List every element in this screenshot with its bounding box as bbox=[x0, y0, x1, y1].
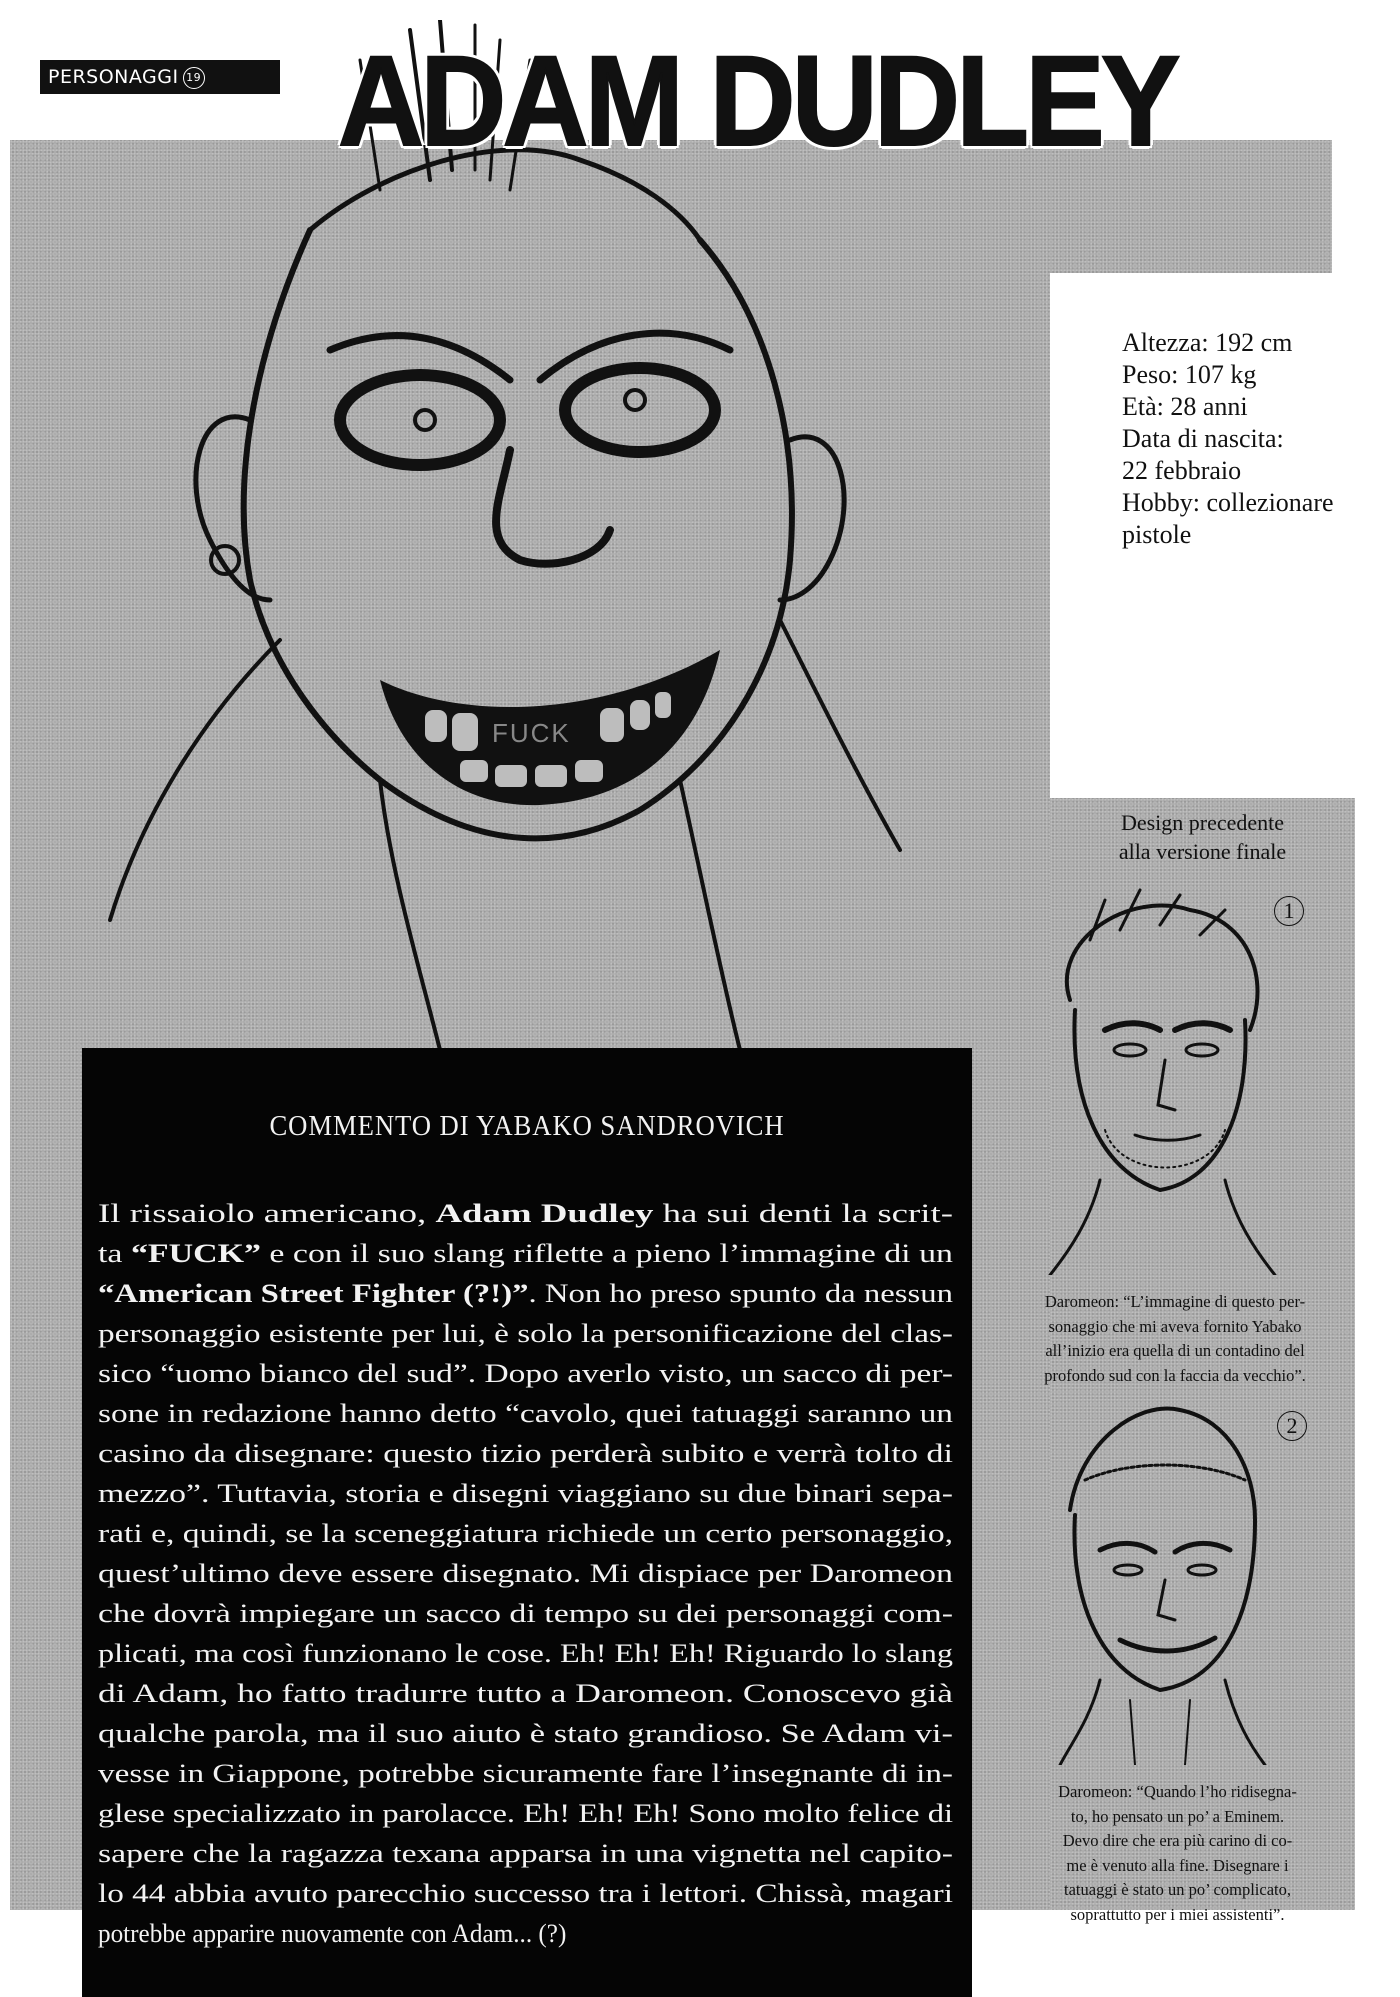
caption-line: to, ho pensato un po’ a Eminem. bbox=[1070, 1806, 1285, 1826]
profile-age: Età: 28 anni bbox=[1122, 392, 1248, 421]
profile-info-box bbox=[1050, 273, 1400, 798]
section-label: PERSONAGGI bbox=[48, 66, 179, 88]
comment-line: ta “FUCK” e con il suo slang riflette a pieno l’immagine di un bbox=[98, 1238, 954, 1268]
profile-hobby: Hobby: collezionare bbox=[1122, 488, 1334, 517]
caption-line: tatuaggi è stato un po’ complicato, bbox=[1064, 1880, 1291, 1899]
profile-stats-list bbox=[1122, 327, 1334, 551]
design-number-badge-2: 2 bbox=[1277, 1411, 1307, 1441]
comment-line: che dovrà impiegare un sacco di tempo su dei personaggi com- bbox=[98, 1598, 953, 1628]
comment-line: mezzo”. Tuttavia, storia e disegni viaggiano su due binari sepa- bbox=[98, 1478, 953, 1508]
page-title: ADAM DUDLEY bbox=[338, 30, 1177, 173]
caption-line: soprattutto per i miei assistenti”. bbox=[1070, 1904, 1285, 1924]
caption-line: all’inizio era quella di un contadino del bbox=[1045, 1341, 1305, 1360]
caption-line: Daromeon: “Quando l’ho ridisegna- bbox=[1058, 1782, 1297, 1801]
previous-designs-heading-line1: Design precedente bbox=[1120, 810, 1285, 835]
comment-line: sapere che la ragazza texana apparsa in una vignetta nel capito- bbox=[98, 1838, 953, 1868]
comment-line: Il rissaiolo americano, Adam Dudley ha sui denti la scrit- bbox=[98, 1198, 953, 1228]
comment-line: potrebbe apparire nuovamente con Adam... (?) bbox=[98, 1918, 567, 1948]
design-caption-2 bbox=[1000, 1780, 1355, 1927]
comment-line: sico “uomo bianco del sud”. Dopo averlo visto, un sacco di per- bbox=[98, 1358, 953, 1388]
design-caption-1 bbox=[985, 1290, 1365, 1388]
profile-height: Altezza: 192 cm bbox=[1122, 328, 1293, 357]
profile-birthdate-value: 22 febbraio bbox=[1122, 456, 1242, 485]
comment-line: quest’ultimo deve essere disegnato. Mi dispiace per Daromeon bbox=[98, 1558, 953, 1588]
previous-designs-heading-line2: alla versione finale bbox=[1118, 839, 1287, 864]
comment-line: vesse in Giappone, potrebbe sicuramente fare l’insegnante di in- bbox=[98, 1758, 953, 1788]
comment-line: glese specializzato in parolacce. Eh! Eh! Eh! Sono molto felice di bbox=[98, 1798, 954, 1828]
comment-line: lo 44 abbia avuto parecchio successo tra i lettori. Chissà, magari bbox=[98, 1878, 953, 1908]
teeth-tattoo-text: FUCK bbox=[492, 718, 571, 748]
previous-designs-heading bbox=[1050, 808, 1355, 866]
comment-line: di Adam, ho fatto tradurre tutto a Daromeon. Conoscevo già bbox=[98, 1678, 953, 1708]
caption-line: me è venuto alla fine. Disegnare i bbox=[1066, 1855, 1289, 1875]
comment-title: COMMENTO DI YABAKO SANDROVICH bbox=[269, 1110, 785, 1142]
section-tag bbox=[40, 60, 280, 94]
comment-line: personaggio esistente per lui, è solo la personificazione del clas- bbox=[98, 1318, 953, 1348]
comment-line: qualche parola, ma il suo aiuto è stato grandioso. Se Adam vi- bbox=[98, 1718, 954, 1748]
design-number-badge-1: 1 bbox=[1274, 896, 1304, 926]
comment-line: “American Street Fighter (?!)”. Non ho preso spunto da nessun bbox=[98, 1278, 953, 1308]
profile-birthdate-label: Data di nascita: bbox=[1122, 424, 1284, 453]
author-comment-box bbox=[82, 1048, 972, 1997]
profile-hobby-cont: pistole bbox=[1122, 520, 1192, 549]
caption-line: Devo dire che era più carino di co- bbox=[1062, 1831, 1293, 1850]
section-number-badge: 19 bbox=[183, 67, 205, 89]
comment-body bbox=[98, 1193, 953, 1953]
caption-line: profondo sud con la faccia da vecchio”. bbox=[1044, 1365, 1306, 1385]
comment-line: casino da disegnare: questo tizio perderà subito e verrà tolto di bbox=[98, 1438, 953, 1468]
design-sketch-2 bbox=[1040, 1400, 1280, 1765]
comment-line: sone in redazione hanno detto “cavolo, quei tatuaggi saranno un bbox=[98, 1398, 953, 1428]
comment-line: plicati, ma così funzionano le cose. Eh! Eh! Eh! Riguardo lo slang bbox=[98, 1638, 953, 1668]
adam-dudley-portrait-illustration bbox=[80, 20, 980, 1050]
design-sketch-1 bbox=[1010, 880, 1290, 1275]
profile-weight: Peso: 107 kg bbox=[1122, 360, 1257, 389]
comment-line: rati e, quindi, se la sceneggiatura richiede un certo personaggio, bbox=[98, 1518, 953, 1548]
caption-line: sonaggio che mi aveva fornito Yabako bbox=[1048, 1316, 1302, 1336]
caption-line: Daromeon: “L’immagine di questo per- bbox=[1044, 1292, 1306, 1311]
